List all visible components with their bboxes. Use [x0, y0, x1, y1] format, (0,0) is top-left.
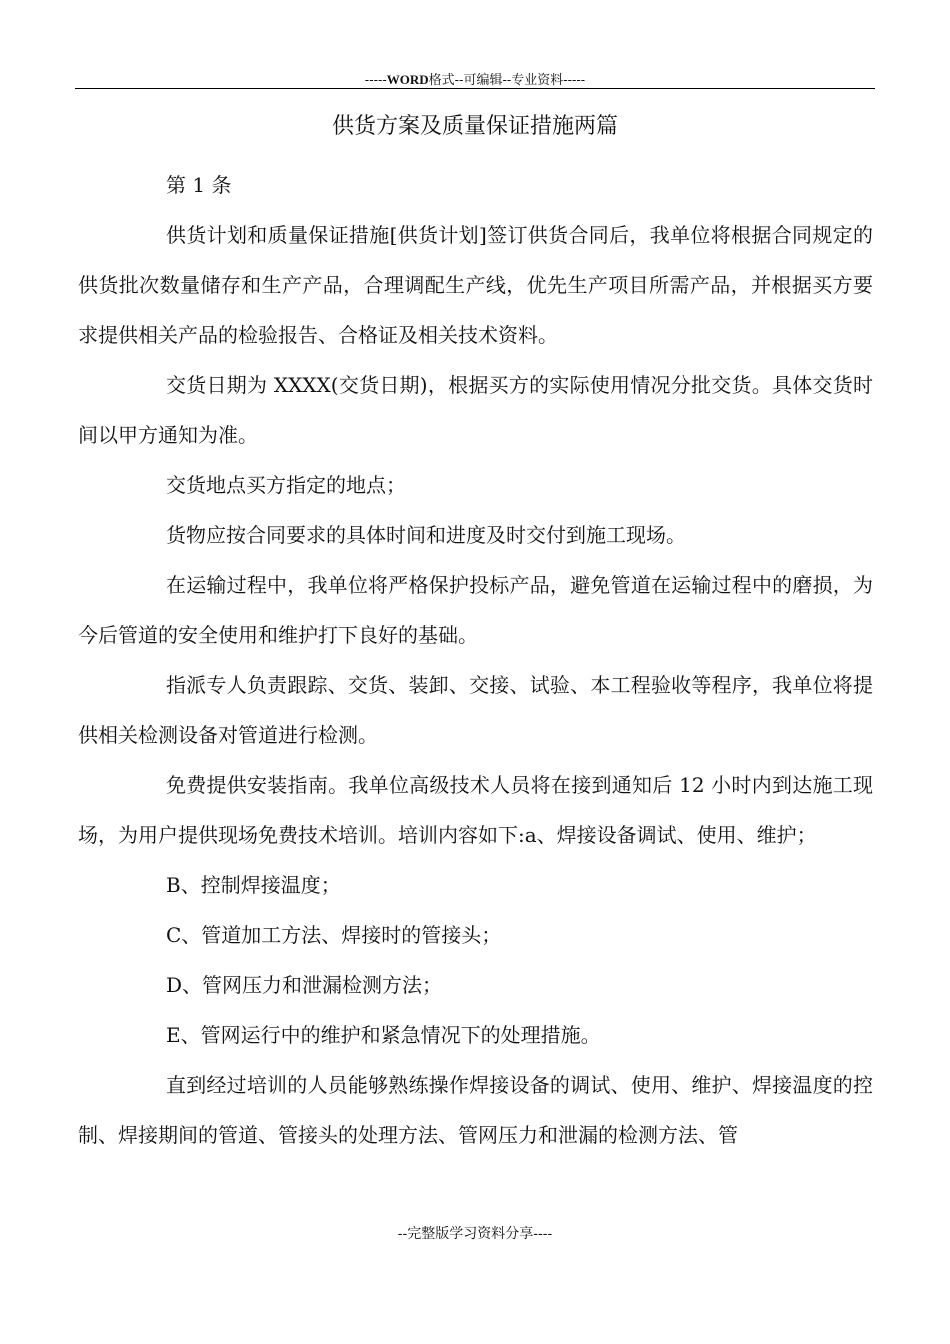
paragraph: E、管网运行中的维护和紧急情况下的处理措施。: [166, 1023, 601, 1047]
paragraph: C、管道加工方法、焊接时的管接头；: [166, 923, 502, 947]
paragraph: B、控制焊接温度；: [166, 873, 341, 897]
paragraph: 免费提供安装指南。我单位高级技术人员将在接到通知后 12 小时内到达施工现场，为用户提供现场免费技术培训。培训内容如下:a、焊接设备调试、使用、维护；: [78, 773, 873, 847]
document-body: [78, 160, 873, 1160]
paragraph: 供货计划和质量保证措施[供货计划]签订供货合同后，我单位将根据合同规定的供货批次数量储存和生产产品，合理调配生产线，优先生产项目所需产品，并根据买方要求提供相关产品的检验报告、合格证及相关技术资料。: [78, 223, 873, 347]
page-header: [75, 72, 875, 89]
paragraph: 交货日期为 XXXX(交货日期)，根据买方的实际使用情况分批交货。具体交货时间以甲方通知为准。: [78, 373, 873, 447]
paragraph: 交货地点买方指定的地点；: [166, 473, 406, 497]
paragraph: 第 1 条: [166, 173, 232, 197]
page-footer: --完整版学习资料分享----: [397, 1226, 553, 1242]
header-brand: WORD: [386, 72, 429, 87]
header-text: 格式--可编辑--专业资料-----: [428, 73, 586, 88]
paragraph: 在运输过程中，我单位将严格保护投标产品，避免管道在运输过程中的磨损，为今后管道的安全使用和维护打下良好的基础。: [78, 573, 873, 647]
header-prefix: -----: [364, 73, 387, 88]
paragraph: 直到经过培训的人员能够熟练操作焊接设备的调试、使用、维护、焊接温度的控制、焊接期间的管道、管接头的处理方法、管网压力和泄漏的检测方法、管: [78, 1073, 873, 1147]
header-rule: [75, 88, 875, 89]
document-title: 供货方案及质量保证措施两篇: [331, 114, 618, 139]
paragraph: 货物应按合同要求的具体时间和进度及时交付到施工现场。: [166, 523, 686, 547]
paragraph: D、管网压力和泄漏检测方法；: [166, 973, 443, 997]
paragraph: 指派专人负责跟踪、交货、装卸、交接、试验、本工程验收等程序，我单位将提供相关检测设备对管道进行检测。: [78, 673, 873, 747]
